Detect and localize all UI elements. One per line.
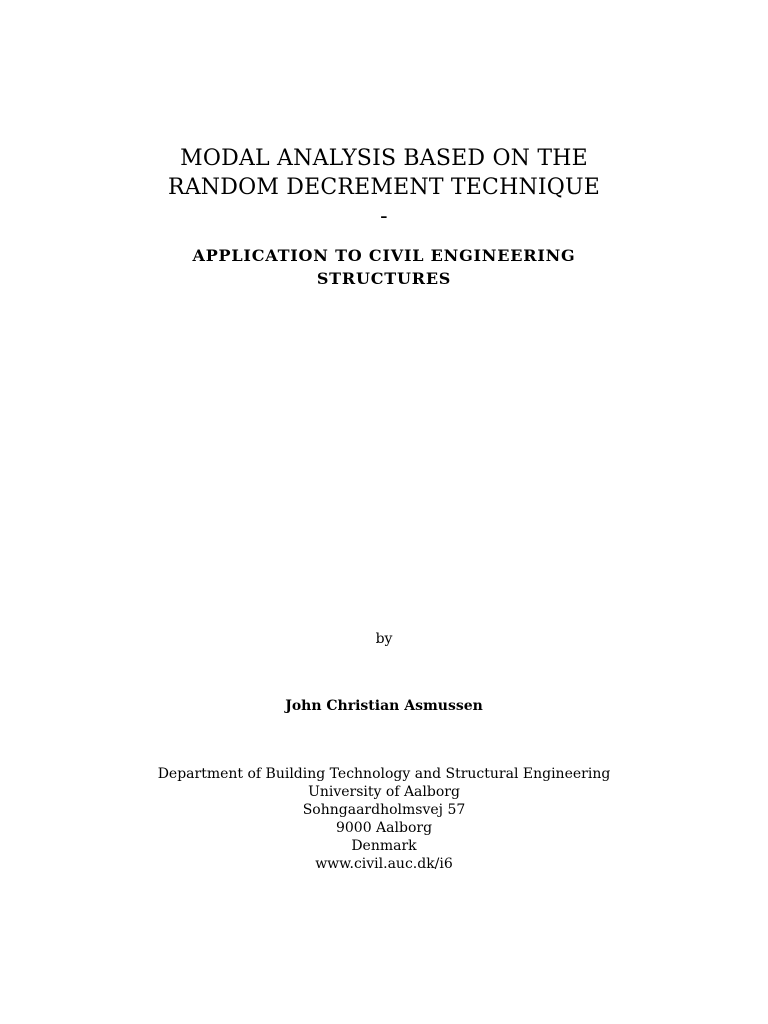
title-separator: - <box>380 204 388 229</box>
by-label: by <box>375 631 393 647</box>
author-name: John Christian Asmussen <box>285 698 483 714</box>
subtitle-line-1: APPLICATION TO CIVIL ENGINEERING <box>192 246 576 265</box>
subtitle-line-2: STRUCTURES <box>316 269 452 288</box>
street: Sohngaardholmsvej 57 <box>302 802 466 818</box>
document-title <box>0 144 768 231</box>
document-subtitle <box>0 244 768 290</box>
country: Denmark <box>351 838 417 854</box>
title-line-1: MODAL ANALYSIS BASED ON THE <box>180 146 588 171</box>
title-line-2: RANDOM DECREMENT TECHNIQUE <box>167 175 601 200</box>
city: 9000 Aalborg <box>335 820 433 836</box>
university: University of Aalborg <box>308 784 460 800</box>
department: Department of Building Technology and Structural Engineering <box>157 766 611 782</box>
address-block <box>0 765 768 873</box>
website: www.civil.auc.dk/i6 <box>315 856 453 872</box>
